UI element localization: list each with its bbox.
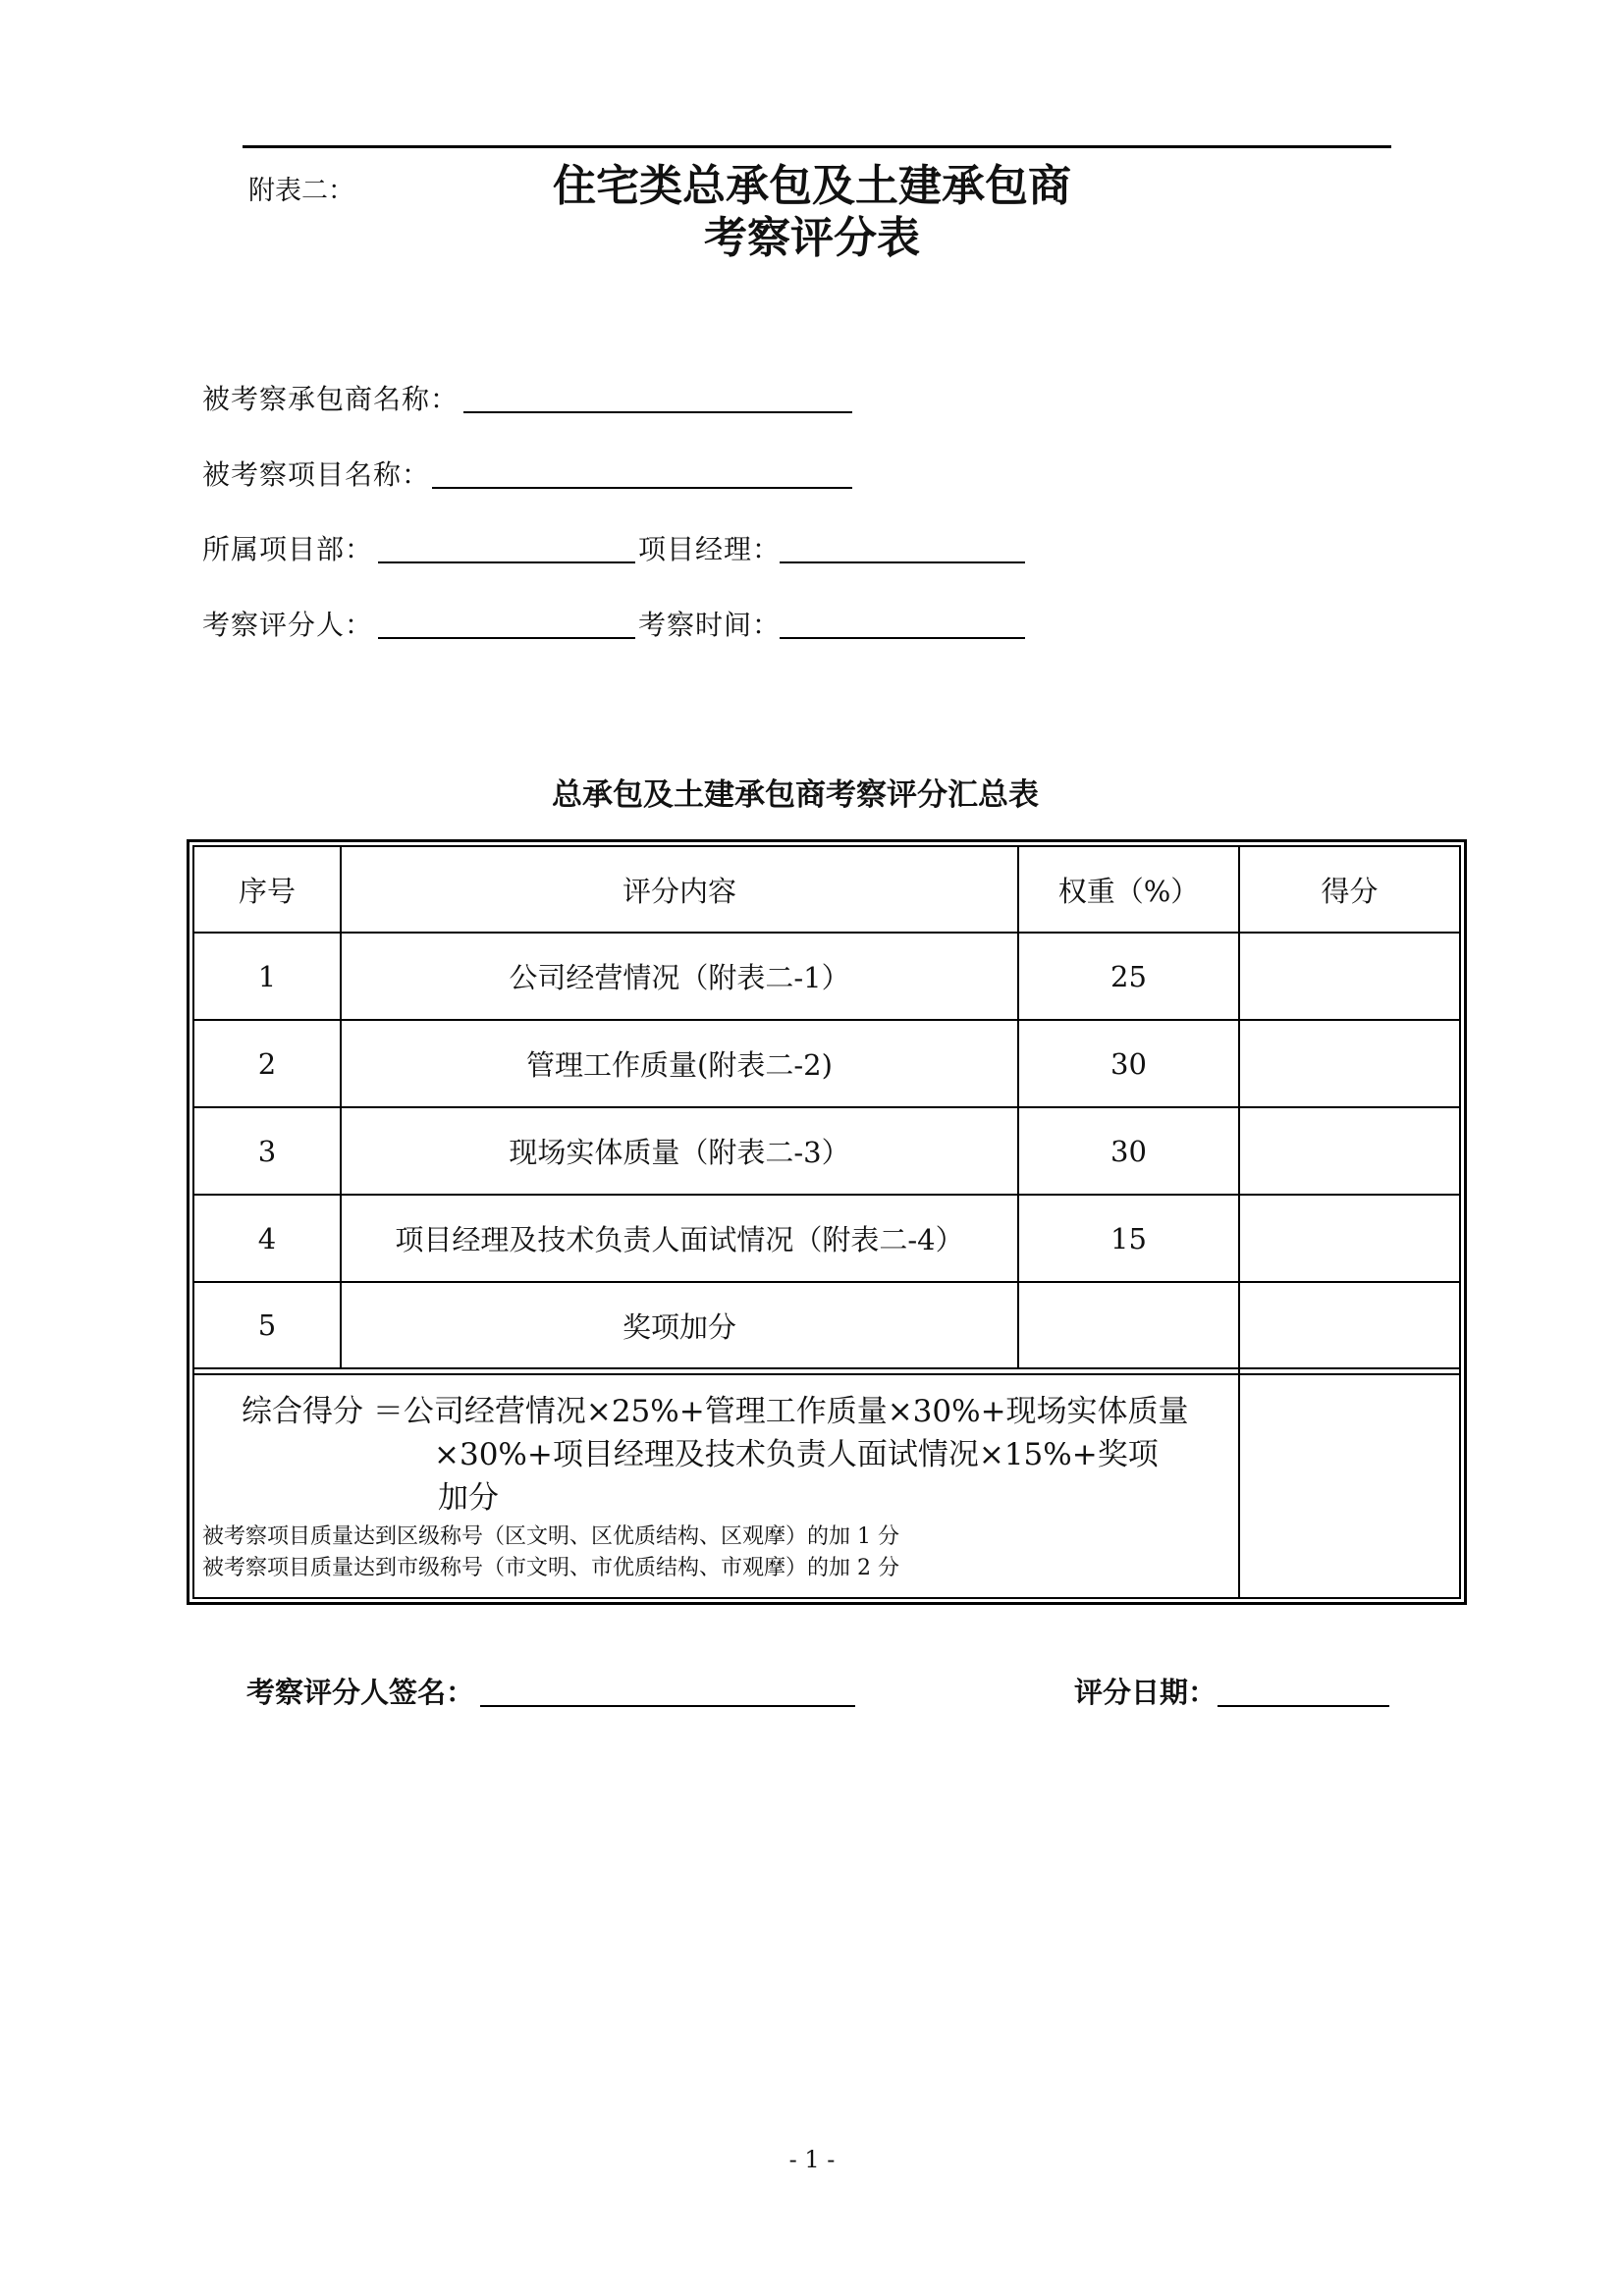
- row-5-score-cell[interactable]: [1240, 1283, 1459, 1367]
- contractor-name-field[interactable]: [463, 411, 852, 413]
- column-header-no: 序号: [238, 874, 296, 908]
- row-1-weight: 25: [1110, 959, 1147, 993]
- row-1-content: 公司经营情况（附表二-1）: [509, 961, 850, 994]
- evaluation-date-label: 评分日期：: [1074, 1676, 1218, 1709]
- annex-label: 附表二：: [248, 176, 354, 206]
- summary-table-title: 总承包及土建承包商考察评分汇总表: [552, 777, 1039, 813]
- document-subtitle: 考察评分表: [704, 213, 920, 263]
- project-manager-field[interactable]: [780, 561, 1025, 563]
- row-2-score-cell[interactable]: [1240, 1021, 1459, 1106]
- project-name-label: 被考察项目名称：: [202, 458, 431, 491]
- header-rule: [243, 145, 1391, 148]
- page-number: - 1 -: [788, 2146, 836, 2173]
- composite-score-cell[interactable]: [1240, 1375, 1459, 1597]
- row-2-weight: 30: [1110, 1046, 1147, 1081]
- formula-line-1: 综合得分 ＝公司经营情况×25%+管理工作质量×30%+现场实体质量: [242, 1394, 1189, 1429]
- project-name-field[interactable]: [432, 487, 852, 489]
- bonus-note-city: 被考察项目质量达到市级称号（市文明、市优质结构、市观摩）的加 2 分: [202, 1556, 899, 1580]
- row-2-no: 2: [257, 1046, 277, 1081]
- row-4-content: 项目经理及技术负责人面试情况（附表二-4）: [395, 1223, 964, 1256]
- row-3-content: 现场实体质量（附表二-3）: [509, 1136, 850, 1169]
- formula-line-2: ×30%+项目经理及技术负责人面试情况×15%+奖项: [434, 1437, 1159, 1472]
- inspection-time-label: 考察时间：: [638, 609, 782, 641]
- formula-line-3: 加分: [438, 1480, 499, 1516]
- bonus-notes: [202, 1522, 899, 1584]
- row-3-score-cell[interactable]: [1240, 1108, 1459, 1194]
- row-3-no: 3: [257, 1134, 277, 1168]
- evaluator-field[interactable]: [378, 637, 635, 639]
- row-4-score-cell[interactable]: [1240, 1196, 1459, 1281]
- contractor-name-label: 被考察承包商名称：: [202, 383, 460, 415]
- row-1-score-cell[interactable]: [1240, 934, 1459, 1019]
- inspection-time-field[interactable]: [780, 637, 1025, 639]
- row-2-content: 管理工作质量(附表二-2): [526, 1048, 833, 1082]
- column-header-weight: 权重（%）: [1057, 874, 1200, 908]
- bonus-note-district: 被考察项目质量达到区级称号（区文明、区优质结构、区观摩）的加 1 分: [202, 1524, 899, 1549]
- row-4-weight: 15: [1110, 1221, 1147, 1255]
- project-manager-label: 项目经理：: [638, 533, 782, 565]
- evaluator-signature-field[interactable]: [480, 1705, 855, 1707]
- row-5-weight-cell[interactable]: [1019, 1283, 1238, 1367]
- column-header-score: 得分: [1321, 874, 1379, 908]
- department-field[interactable]: [378, 561, 635, 563]
- row-5-no: 5: [257, 1308, 277, 1342]
- composite-score-formula: [242, 1390, 1243, 1520]
- row-1-no: 1: [257, 959, 277, 993]
- evaluation-date-field[interactable]: [1218, 1705, 1389, 1707]
- row-divider: [192, 1367, 1461, 1369]
- row-5-content: 奖项加分: [622, 1309, 736, 1344]
- document-title: 住宅类总承包及土建承包商: [553, 161, 1071, 211]
- row-4-no: 4: [257, 1221, 277, 1255]
- department-label: 所属项目部：: [202, 533, 374, 565]
- row-3-weight: 30: [1110, 1134, 1147, 1168]
- column-header-content: 评分内容: [622, 874, 736, 908]
- evaluator-label: 考察评分人：: [202, 609, 374, 641]
- evaluator-signature-label: 考察评分人签名：: [246, 1676, 475, 1709]
